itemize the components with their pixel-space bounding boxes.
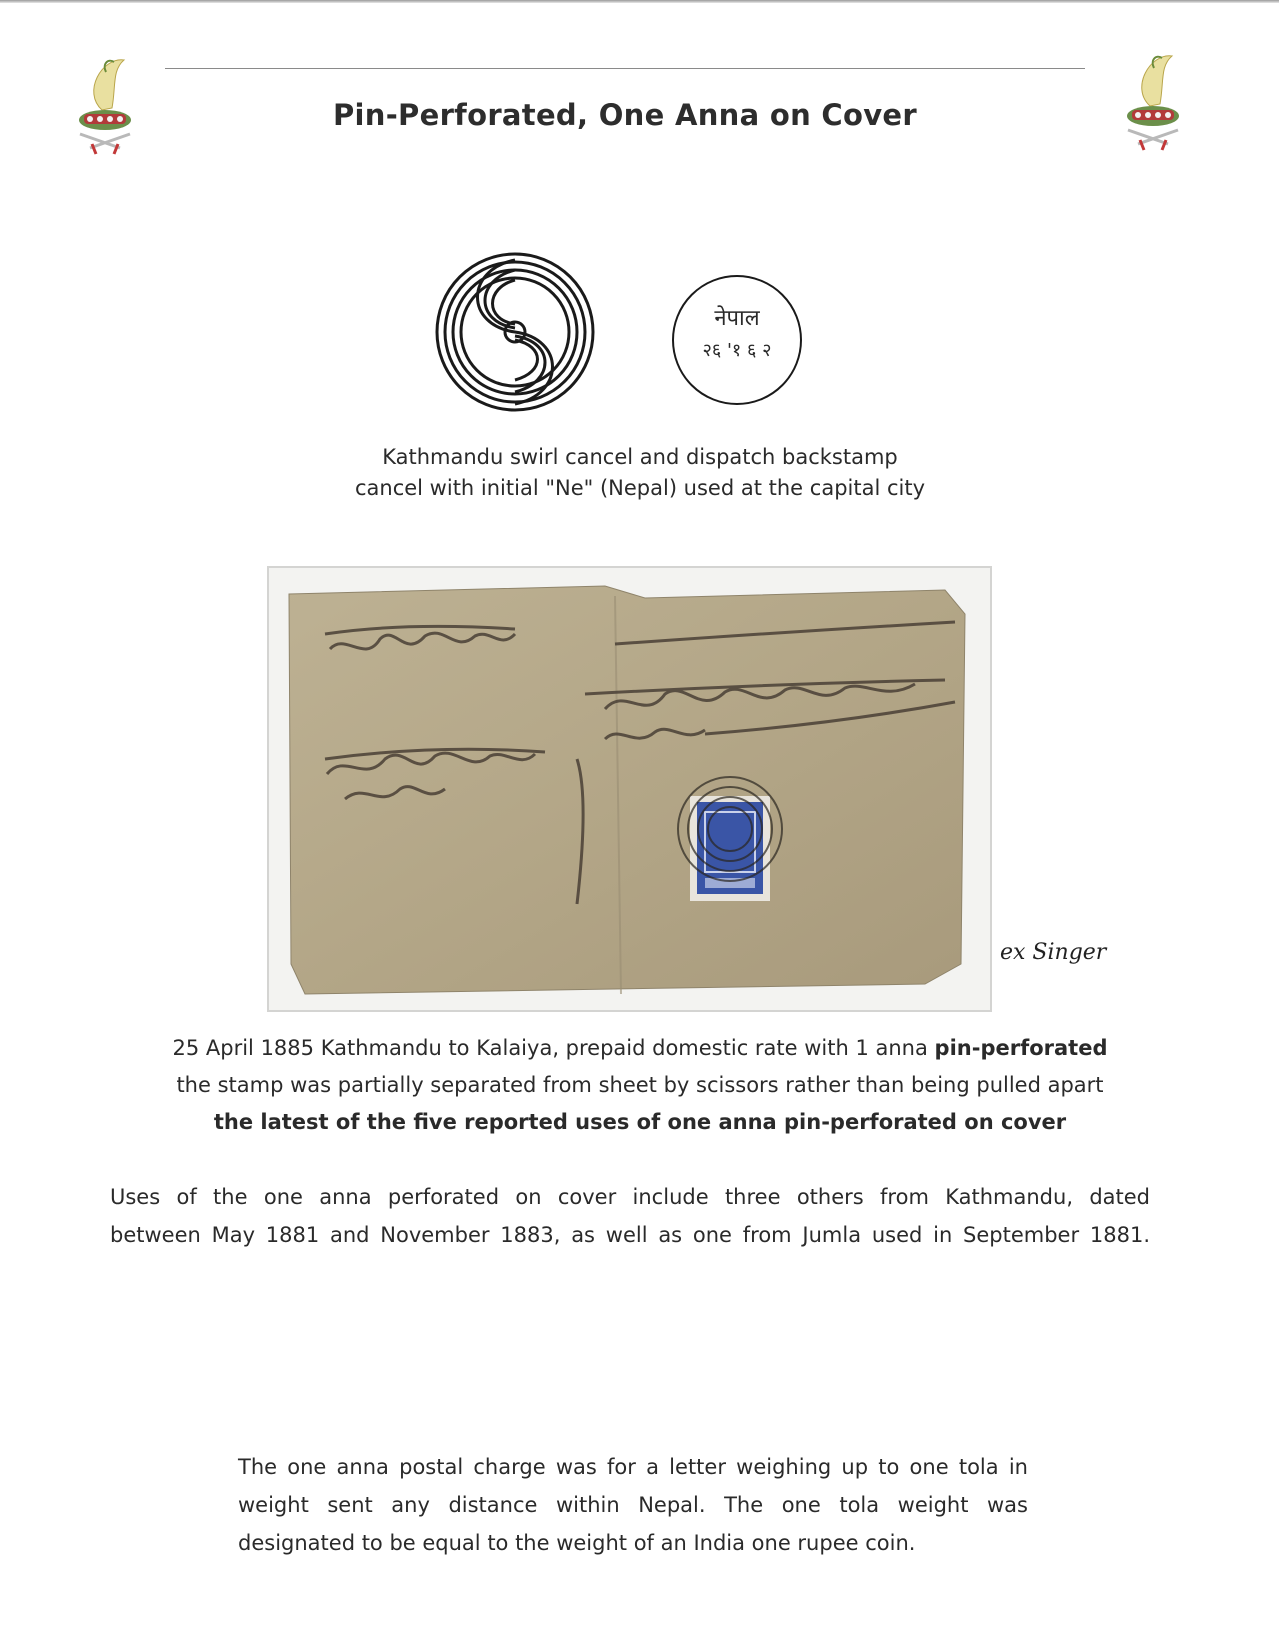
rate-note-line-2: weight sent any distance within Nepal. The one tola weight was xyxy=(238,1493,1028,1517)
cover-caption-line-1-text: 25 April 1885 Kathmandu to Kalaiya, prepaid domestic rate with 1 anna xyxy=(172,1036,935,1060)
cancel-caption-line-1: Kathmandu swirl cancel and dispatch backstamp xyxy=(382,445,898,469)
top-border xyxy=(0,0,1279,3)
cover-caption xyxy=(110,1030,1170,1141)
cancel-caption-line-2: cancel with initial "Ne" (Nepal) used at the capital city xyxy=(354,476,926,500)
title-rule xyxy=(165,68,1085,69)
rate-note-line-1: The one anna postal charge was for a letter weighing up to one tola in xyxy=(238,1455,1028,1479)
nepal-crown-emblem-right xyxy=(1120,48,1190,158)
swirl-cancel-illustration xyxy=(425,240,605,425)
cover-envelope-image xyxy=(285,584,975,1004)
cover-caption-line-3 xyxy=(110,1104,1170,1141)
uses-paragraph xyxy=(110,1178,1150,1254)
dispatch-backstamp xyxy=(667,270,807,410)
nepal-crown-emblem-left xyxy=(72,52,142,162)
page-title: Pin-Perforated, One Anna on Cover xyxy=(332,98,918,132)
provenance-ex-singer: ex Singer xyxy=(1000,940,1107,965)
cover-caption-line-1 xyxy=(110,1030,1170,1067)
cover-caption-line-2: the stamp was partially separated from sheet by scissors rather than being pulled apart xyxy=(176,1073,1104,1097)
uses-paragraph-line-2: between May 1881 and November 1883, as well as one from Jumla used in September 1881. xyxy=(110,1223,1150,1247)
backstamp-text-nepal: नेपाल xyxy=(714,306,760,331)
cover-caption-line-1-bold: pin-perforated xyxy=(934,1036,1108,1060)
rate-note xyxy=(238,1448,1028,1562)
cover-caption-line-3-bold: the latest of the five reported uses of one anna pin-perforated on cover xyxy=(213,1110,1067,1134)
cancel-caption xyxy=(240,442,1040,504)
uses-paragraph-line-1: Uses of the one anna perforated on cover include three others from Kathmandu, dated xyxy=(110,1185,1150,1209)
backstamp-text-date: २६ '१ ६ २ xyxy=(702,340,772,361)
rate-note-line-3: designated to be equal to the weight of an India one rupee coin. xyxy=(238,1531,916,1555)
